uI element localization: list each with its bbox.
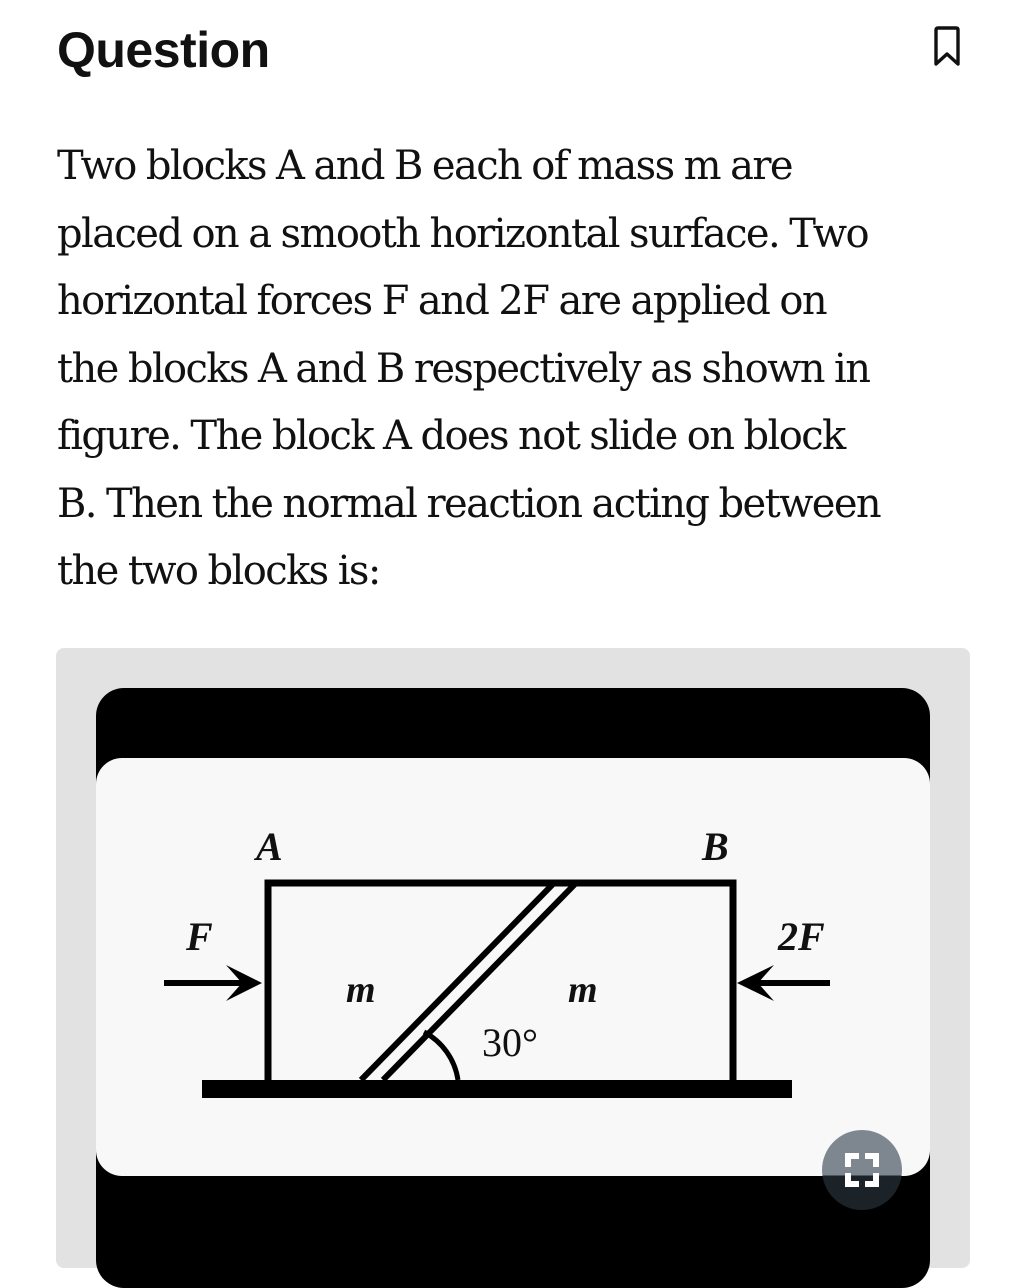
force-arrow-left (164, 965, 262, 1001)
question-line: figure. The block A does not slide on block (57, 413, 845, 459)
label-force-right: 2F (778, 914, 825, 959)
question-line: B. Then the normal reaction acting between (57, 480, 881, 527)
question-line: the blocks A and B respectively as shown in (57, 345, 870, 392)
angle-arc (424, 1032, 458, 1080)
label-angle: 30° (482, 1020, 538, 1065)
label-mass-a: m (346, 969, 376, 1011)
bookmark-button[interactable] (932, 26, 962, 68)
bookmark-icon (932, 26, 962, 68)
question-line: the two blocks is: (57, 548, 380, 594)
expand-figure-button[interactable] (822, 1130, 902, 1210)
question-text (57, 133, 977, 606)
question-line: placed on a smooth horizontal surface. Two (57, 210, 868, 257)
figure-frame (96, 688, 930, 1288)
page-title: Question (57, 22, 270, 78)
force-arrow-right (737, 965, 830, 1001)
question-line: horizontal forces F and 2F are applied on (57, 278, 826, 324)
label-block-b: B (702, 824, 729, 869)
expand-icon (842, 1150, 882, 1190)
ground-surface (202, 1080, 792, 1098)
question-header (0, 0, 1024, 110)
label-block-a: A (256, 824, 283, 869)
label-force-left: F (186, 914, 213, 959)
physics-diagram (96, 758, 930, 1176)
question-line: Two blocks A and B each of mass m are (57, 143, 792, 189)
figure-panel[interactable] (96, 758, 930, 1176)
label-mass-b: m (568, 969, 598, 1011)
